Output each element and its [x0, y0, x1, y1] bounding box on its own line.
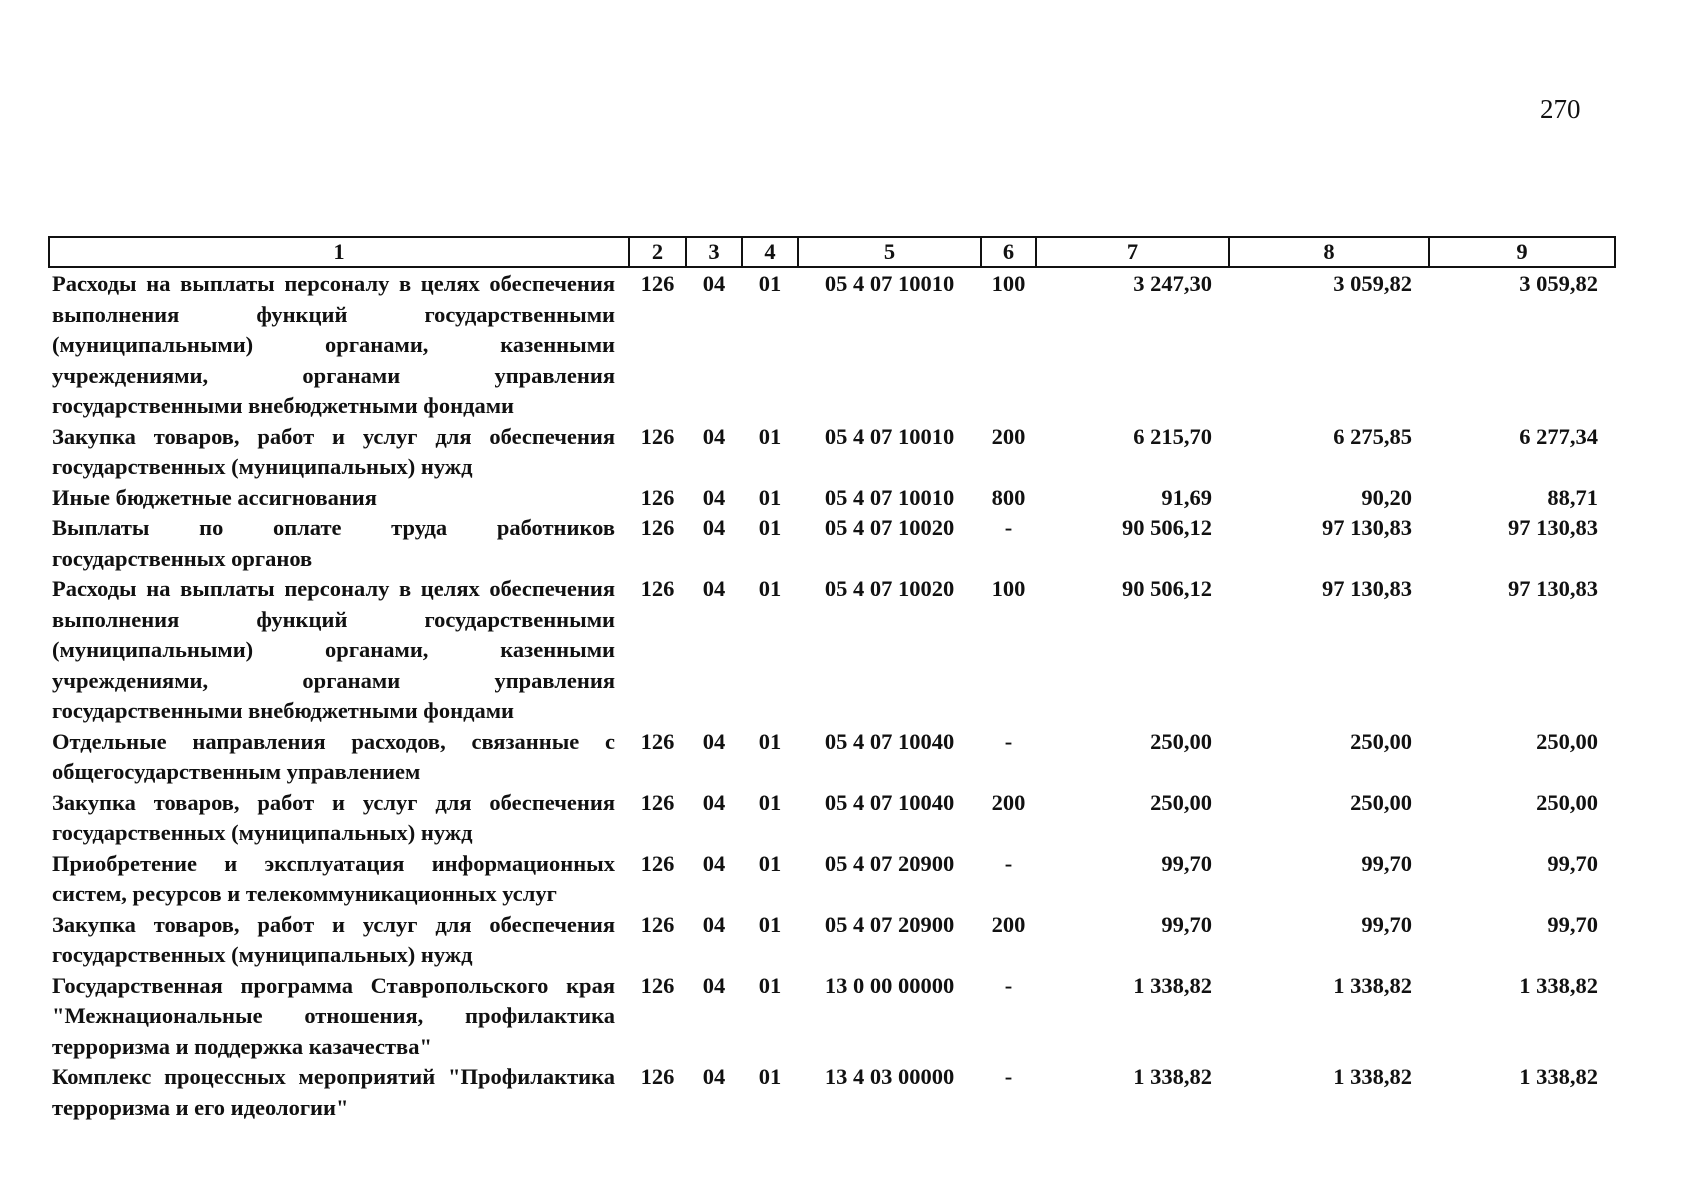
table-row — [49, 910, 1615, 971]
ministry-code: 126 — [640, 972, 675, 998]
table-row — [49, 849, 1615, 910]
expense-type-code: - — [1004, 728, 1013, 754]
amount-year-1: 1 338,82 — [1133, 972, 1212, 998]
expense-name: Государственная программа Ставропольского края "Межнациональные отношения, профилактика терроризма и поддержка казачества" — [52, 972, 615, 1059]
header-cell: 1 — [49, 237, 629, 267]
header-cell: 9 — [1429, 237, 1615, 267]
page-number: 270 — [1540, 94, 1581, 124]
section-code: 04 — [702, 911, 726, 937]
target-article-code: 05 4 07 10020 — [824, 515, 955, 540]
expense-type-code: 800 — [991, 484, 1026, 510]
section-code: 04 — [702, 271, 726, 296]
target-article-code: 05 4 07 10010 — [824, 423, 955, 449]
table-row — [49, 513, 1615, 574]
amount-year-2: 97 130,83 — [1322, 515, 1412, 540]
header-cell: 7 — [1036, 237, 1229, 267]
amount-year-1: 99,70 — [1161, 850, 1212, 876]
amount-year-2: 90,20 — [1361, 484, 1412, 510]
expense-type-code: 200 — [991, 423, 1026, 449]
budget-table — [48, 236, 1616, 1123]
section-code: 04 — [702, 484, 726, 510]
target-article-code: 05 4 07 20900 — [824, 850, 955, 876]
expense-name: Комплекс процессных мероприятий "Профилактика терроризма и его идеологии" — [52, 1064, 615, 1120]
subsection-code: 01 — [758, 1064, 782, 1089]
amount-year-2: 99,70 — [1361, 850, 1412, 876]
amount-year-2: 3 059,82 — [1333, 271, 1412, 296]
section-code: 04 — [702, 728, 726, 754]
expense-type-code: - — [1004, 972, 1013, 998]
expense-type-code: 200 — [991, 789, 1026, 815]
table-row — [49, 727, 1615, 788]
expense-name: Иные бюджетные ассигнования — [52, 484, 377, 510]
amount-year-1: 90 506,12 — [1122, 515, 1212, 540]
expense-type-code: 200 — [991, 911, 1026, 937]
table-row — [49, 422, 1615, 483]
subsection-code: 01 — [758, 911, 782, 937]
ministry-code: 126 — [640, 576, 675, 601]
subsection-code: 01 — [758, 271, 782, 296]
amount-year-3: 250,00 — [1536, 728, 1598, 754]
amount-year-1: 91,69 — [1161, 484, 1212, 510]
target-article-code: 05 4 07 20900 — [824, 911, 955, 937]
expense-name: Расходы на выплаты персоналу в целях обеспечения выполнения функций государственными (муниципальными) органами, казенными учреждениями, органами управления государственными внебюджетными фондами — [52, 576, 615, 723]
amount-year-3: 97 130,83 — [1508, 576, 1598, 601]
ministry-code: 126 — [640, 911, 675, 937]
table-row — [49, 971, 1615, 1063]
header-cell: 8 — [1229, 237, 1429, 267]
expense-type-code: - — [1004, 515, 1013, 540]
expense-type-code: - — [1004, 850, 1013, 876]
subsection-code: 01 — [758, 515, 782, 540]
amount-year-3: 1 338,82 — [1519, 972, 1598, 998]
table-row — [49, 574, 1615, 727]
expense-name: Закупка товаров, работ и услуг для обеспечения государственных (муниципальных) нужд — [52, 423, 615, 479]
expense-name: Расходы на выплаты персоналу в целях обеспечения выполнения функций государственными (муниципальными) органами, казенными учреждениями, органами управления государственными внебюджетными фондами — [52, 271, 615, 418]
expense-type-code: - — [1004, 1064, 1013, 1089]
target-article-code: 13 4 03 00000 — [824, 1064, 955, 1089]
header-cell: 5 — [798, 237, 981, 267]
subsection-code: 01 — [758, 728, 782, 754]
section-code: 04 — [702, 423, 726, 449]
amount-year-2: 1 338,82 — [1333, 972, 1412, 998]
ministry-code: 126 — [640, 1064, 675, 1089]
subsection-code: 01 — [758, 423, 782, 449]
expense-type-code: 100 — [991, 576, 1026, 601]
expense-name: Закупка товаров, работ и услуг для обеспечения государственных (муниципальных) нужд — [52, 789, 615, 845]
amount-year-3: 88,71 — [1547, 484, 1598, 510]
header-cell: 3 — [686, 237, 742, 267]
amount-year-2: 250,00 — [1350, 789, 1412, 815]
ministry-code: 126 — [640, 850, 675, 876]
header-cell: 6 — [981, 237, 1036, 267]
header-row — [49, 237, 1615, 267]
ministry-code: 126 — [640, 789, 675, 815]
amount-year-3: 97 130,83 — [1508, 515, 1598, 540]
section-code: 04 — [702, 1064, 726, 1089]
amount-year-1: 3 247,30 — [1133, 271, 1212, 296]
subsection-code: 01 — [758, 484, 782, 510]
header-cell: 4 — [742, 237, 798, 267]
subsection-code: 01 — [758, 576, 782, 601]
section-code: 04 — [702, 972, 726, 998]
target-article-code: 05 4 07 10010 — [824, 484, 955, 510]
amount-year-2: 99,70 — [1361, 911, 1412, 937]
subsection-code: 01 — [758, 789, 782, 815]
table-row — [49, 1062, 1615, 1123]
table-row — [49, 267, 1615, 422]
amount-year-3: 1 338,82 — [1519, 1064, 1598, 1089]
amount-year-1: 90 506,12 — [1122, 576, 1212, 601]
ministry-code: 126 — [640, 515, 675, 540]
target-article-code: 05 4 07 10040 — [824, 728, 955, 754]
expense-name: Приобретение и эксплуатация информационных систем, ресурсов и телекоммуникационных услуг — [52, 850, 615, 906]
subsection-code: 01 — [758, 850, 782, 876]
table-header — [49, 237, 1615, 267]
ministry-code: 126 — [640, 271, 675, 296]
header-cell: 2 — [629, 237, 686, 267]
section-code: 04 — [702, 789, 726, 815]
section-code: 04 — [702, 850, 726, 876]
amount-year-1: 250,00 — [1150, 728, 1212, 754]
amount-year-3: 99,70 — [1547, 911, 1598, 937]
target-article-code: 13 0 00 00000 — [824, 972, 955, 998]
amount-year-2: 6 275,85 — [1333, 423, 1412, 449]
table-row — [49, 788, 1615, 849]
amount-year-3: 250,00 — [1536, 789, 1598, 815]
amount-year-1: 250,00 — [1150, 789, 1212, 815]
amount-year-3: 3 059,82 — [1519, 271, 1598, 296]
expense-name: Выплаты по оплате труда работников государственных органов — [52, 515, 615, 571]
amount-year-2: 250,00 — [1350, 728, 1412, 754]
ministry-code: 126 — [640, 423, 675, 449]
expense-name: Отдельные направления расходов, связанные с общегосударственным управлением — [52, 728, 615, 784]
table-row — [49, 483, 1615, 514]
amount-year-3: 99,70 — [1547, 850, 1598, 876]
target-article-code: 05 4 07 10010 — [824, 271, 955, 296]
amount-year-1: 1 338,82 — [1133, 1064, 1212, 1089]
amount-year-2: 97 130,83 — [1322, 576, 1412, 601]
expense-name: Закупка товаров, работ и услуг для обеспечения государственных (муниципальных) нужд — [52, 911, 615, 967]
amount-year-2: 1 338,82 — [1333, 1064, 1412, 1089]
ministry-code: 126 — [640, 728, 675, 754]
amount-year-3: 6 277,34 — [1519, 423, 1598, 449]
expense-type-code: 100 — [991, 271, 1026, 296]
ministry-code: 126 — [640, 484, 675, 510]
amount-year-1: 99,70 — [1161, 911, 1212, 937]
target-article-code: 05 4 07 10020 — [824, 576, 955, 601]
subsection-code: 01 — [758, 972, 782, 998]
section-code: 04 — [702, 515, 726, 540]
section-code: 04 — [702, 576, 726, 601]
target-article-code: 05 4 07 10040 — [824, 789, 955, 815]
table-body — [49, 267, 1615, 1123]
amount-year-1: 6 215,70 — [1133, 423, 1212, 449]
